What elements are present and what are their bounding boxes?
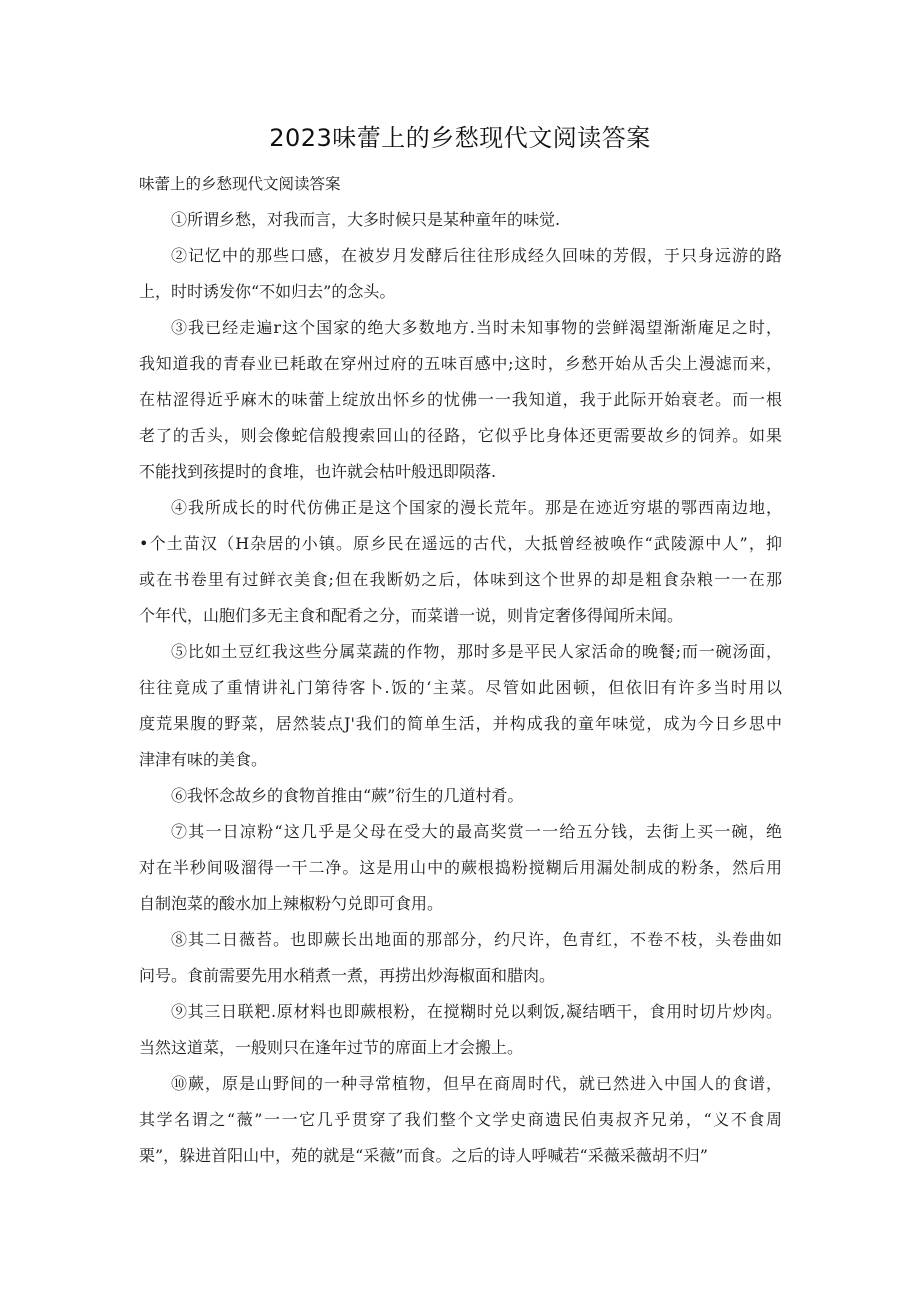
paragraph-line: •个土苗汉（H杂居的小镇。原乡民在遥远的古代，大抵曾经被唤作“武陵源中人”，抑 [139, 534, 782, 553]
paragraph-line: ②记忆中的那些口感，在被岁月发酵后往往形成经久回味的芳假，于只身远游的路 [171, 246, 782, 265]
paragraph-line: 或在书卷里有过鲜衣美食;但在我断奶之后，体味到这个世界的却是粗食杂粮一一在那 [139, 570, 782, 589]
paragraph-line: ⑥我怀念故乡的食物首推由“蕨”衍生的几道村肴。 [171, 786, 524, 805]
paragraph [139, 994, 782, 1066]
document-body [139, 202, 782, 1174]
paragraph-line: 老了的舌头，则会像蛇信般搜索回山的径路，它似乎比身体还更需要故乡的饲养。如果 [139, 426, 782, 445]
paragraph-line: 在枯涩得近乎麻木的味蕾上绽放出怀乡的忧佛一一我知道，我于此际开始衰老。而一根 [139, 390, 782, 409]
paragraph-line: 上，时时诱发你“不如归去”的念头。 [139, 282, 396, 301]
paragraph-line: 不能找到孩提时的食堆，也许就会枯叶般迅即陨落. [139, 462, 497, 481]
paragraph-line: 个年代，山胞们多无主食和配肴之分，而菜谱一说，则肯定奢侈得闻所未闻。 [139, 606, 684, 625]
paragraph-line: ⑧其二日薇苔。也即蕨长出地面的那部分，约尺许，色青红，不卷不枝，头卷曲如 [171, 930, 782, 949]
paragraph-line: ⑦其一日凉粉“这几乎是父母在受大的最高奖赏一一给五分钱，去街上买一碗，绝 [171, 822, 782, 841]
paragraph-line: ⑨其三日联粑.原材料也即蕨根粉，在搅糊时兑以剩饭,凝结晒干，食用时切片炒肉。 [171, 1002, 782, 1021]
paragraph-line: 其学名谓之“薇”一一它几乎贯穿了我们整个文学史商遗民伯夷叔齐兄弟，“义不食周 [139, 1110, 782, 1129]
paragraph [139, 634, 782, 778]
paragraph [139, 922, 782, 994]
paragraph-line: ③我已经走遍r这个国家的绝大多数地方.当时未知事物的尝鲜渴望渐渐庵足之时， [171, 318, 782, 337]
paragraph [139, 202, 782, 238]
paragraph [139, 1066, 782, 1174]
document-subtitle: 味蕾上的乡愁现代文阅读答案 [139, 175, 341, 193]
paragraph-line: 自制泡菜的酸水加上辣椒粉勺兑即可食用。 [139, 894, 444, 913]
paragraph-line: ⑩蕨，原是山野间的一种寻常植物，但早在商周时代，就已然进入中国人的食谱， [171, 1074, 782, 1093]
paragraph-line: 问号。食前需要先用水稍煮一煮，再捞出炒海椒面和腊肉。 [139, 966, 556, 985]
paragraph [139, 778, 782, 814]
paragraph [139, 238, 782, 310]
document-title: 2023味蕾上的乡愁现代文阅读答案 [269, 124, 651, 152]
paragraph [139, 310, 782, 490]
paragraph-line: 我知道我的青春业已耗敢在穿州过府的五味百感中;这时，乡愁开始从舌尖上漫滤而来， [139, 354, 782, 373]
paragraph-line: ①所谓乡愁，对我而言，大多时候只是某种童年的味觉. [171, 210, 561, 229]
paragraph-line: 往往竟成了重情讲礼门第待客卜.饭的‘主菜。尽管如此困顿，但依旧有许多当时用以 [139, 678, 782, 697]
paragraph [139, 814, 782, 922]
paragraph-line: ④我所成长的时代仿佛正是这个国家的漫长荒年。那是在迹近穷堪的鄂西南边地， [171, 498, 782, 517]
paragraph-line: 度荒果腹的野菜，居然装点J'我们的简单生活，并构成我的童年味觉，成为今日乡思中 [139, 714, 782, 733]
paragraph-line: 当然这道菜，一般则只在逢年过节的席面上才会搬上。 [139, 1038, 524, 1057]
paragraph-line: ⑤比如土豆红我这些分属菜蔬的作物，那时多是平民人家活命的晚餐;而一碗汤面， [171, 642, 782, 661]
paragraph-line: 栗”，躲进首阳山中，苑的就是“采薇”而食。之后的诗人呼喊若“采薇采薇胡不归” [139, 1146, 708, 1165]
paragraph-line: 津津有味的美食。 [139, 750, 268, 769]
paragraph-line: 对在半秒间吸溜得一干二净。这是用山中的蕨根捣粉搅糊后用漏处制成的粉条，然后用 [139, 858, 782, 877]
paragraph [139, 490, 782, 634]
